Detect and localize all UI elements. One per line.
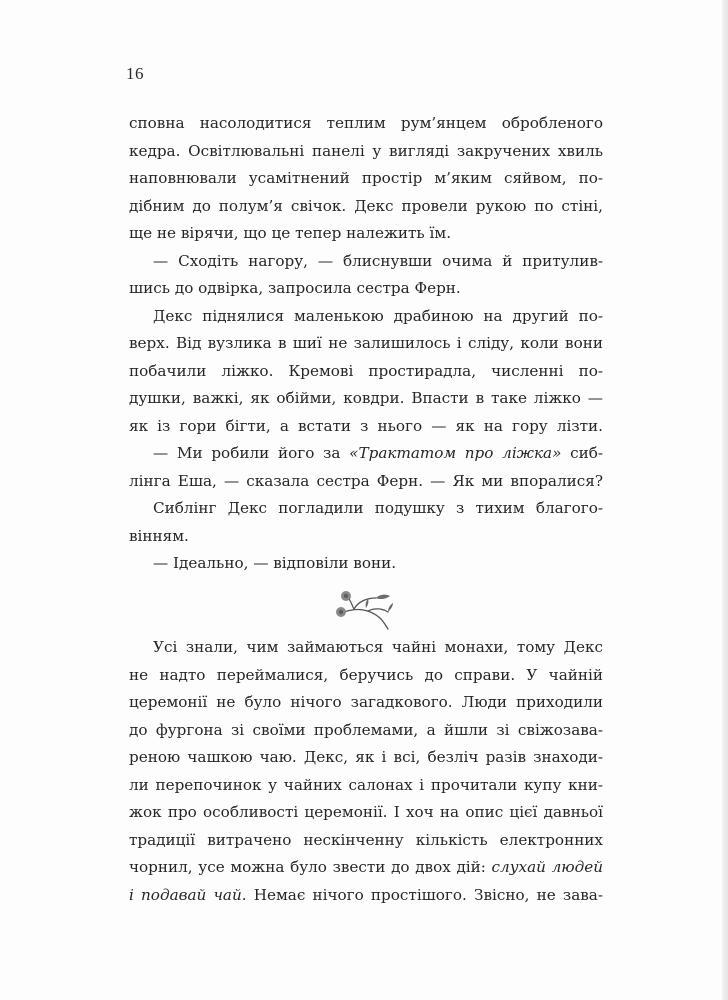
text-line: Сиблінг Декс погладили подушку з тихим благого- bbox=[153, 499, 603, 517]
text-line: дібним до полум’я свічок. Декс провели рукою по стіні, bbox=[129, 196, 603, 215]
page-number: 16 bbox=[126, 64, 144, 83]
text-line: жок про особливості церемонії. І хоч на опис цієї давньої bbox=[129, 803, 603, 821]
text-line: душки, важкі, як обійми, ковдри. Впасти в таке ліжко — bbox=[129, 389, 603, 407]
text-line: побачили ліжко. Кремові простирадла, численні по- bbox=[129, 361, 603, 380]
text-line: Усі знали, чим займаються чайні монахи, тому Декс bbox=[153, 638, 603, 656]
italic-phrase: подавай чай bbox=[141, 885, 242, 904]
text-line: вінням. bbox=[129, 526, 189, 545]
text-fragment: — Ми робили його за bbox=[153, 444, 350, 462]
text-line bbox=[129, 882, 603, 910]
text-line: верх. Від вузлика в шиї не залишилось і сліду, коли вони bbox=[129, 334, 603, 352]
text-block-upper bbox=[129, 110, 603, 578]
text-line: сповна насолодитися теплим рум’янцем обробленого bbox=[129, 114, 603, 132]
italic-phrase: слухай людей bbox=[491, 858, 604, 876]
text-line: наповнювали усамітнений простір м’яким сяйвом, по- bbox=[129, 169, 603, 187]
text-line: до фургона зі своїми проблемами, а йшли зі свіжозава- bbox=[129, 720, 603, 739]
text-line bbox=[129, 854, 603, 882]
text-line: ще не вірячи, що це тепер належить їм. bbox=[129, 224, 452, 242]
text-line: лінга Еша, — сказала сестра Ферн. — Як ми впоралися? bbox=[129, 471, 603, 490]
text-line: Декс піднялися маленькою драбиною на другий по- bbox=[153, 306, 603, 325]
text-line: ли перепочинок у чайних салонах і прочитали купу кни- bbox=[129, 775, 603, 794]
page-edge bbox=[722, 0, 728, 1000]
text-line: традиції витрачено нескінченну кількість електронних bbox=[129, 830, 603, 849]
text-line bbox=[129, 440, 603, 468]
text-line: церемонії не було нічого загадкового. Люди приходили bbox=[129, 693, 603, 711]
text-line: як із гори бігти, а встати з нього — як на гору лізти. bbox=[129, 416, 603, 435]
text-line: шись до одвірка, запросила сестра Ферн. bbox=[129, 279, 461, 297]
text-line: — Ідеально, — відповіли вони. bbox=[153, 554, 397, 572]
text-fragment: . Немає нічого простішого. Звісно, не зава- bbox=[241, 885, 603, 904]
book-title-italic: «Трактатом про ліжка» bbox=[349, 444, 562, 462]
text-fragment: чорнил, усе можна було звести до двох дій: bbox=[129, 858, 492, 876]
text-line: не надто переймалися, беручись до справи. У чайній bbox=[129, 665, 603, 684]
text-block-lower bbox=[129, 634, 603, 909]
text-fragment: і bbox=[129, 885, 142, 904]
text-fragment: сиб- bbox=[561, 444, 604, 462]
floral-sprig-icon bbox=[330, 586, 394, 632]
text-line: — Сходіть нагору, — блиснувши очима й притулив- bbox=[153, 251, 603, 270]
text-line: реною чашкою чаю. Декс, як і всі, безліч разів знаходи- bbox=[129, 748, 603, 766]
text-line: кедра. Освітлювальні панелі у вигляді закручених хвиль bbox=[129, 141, 603, 160]
